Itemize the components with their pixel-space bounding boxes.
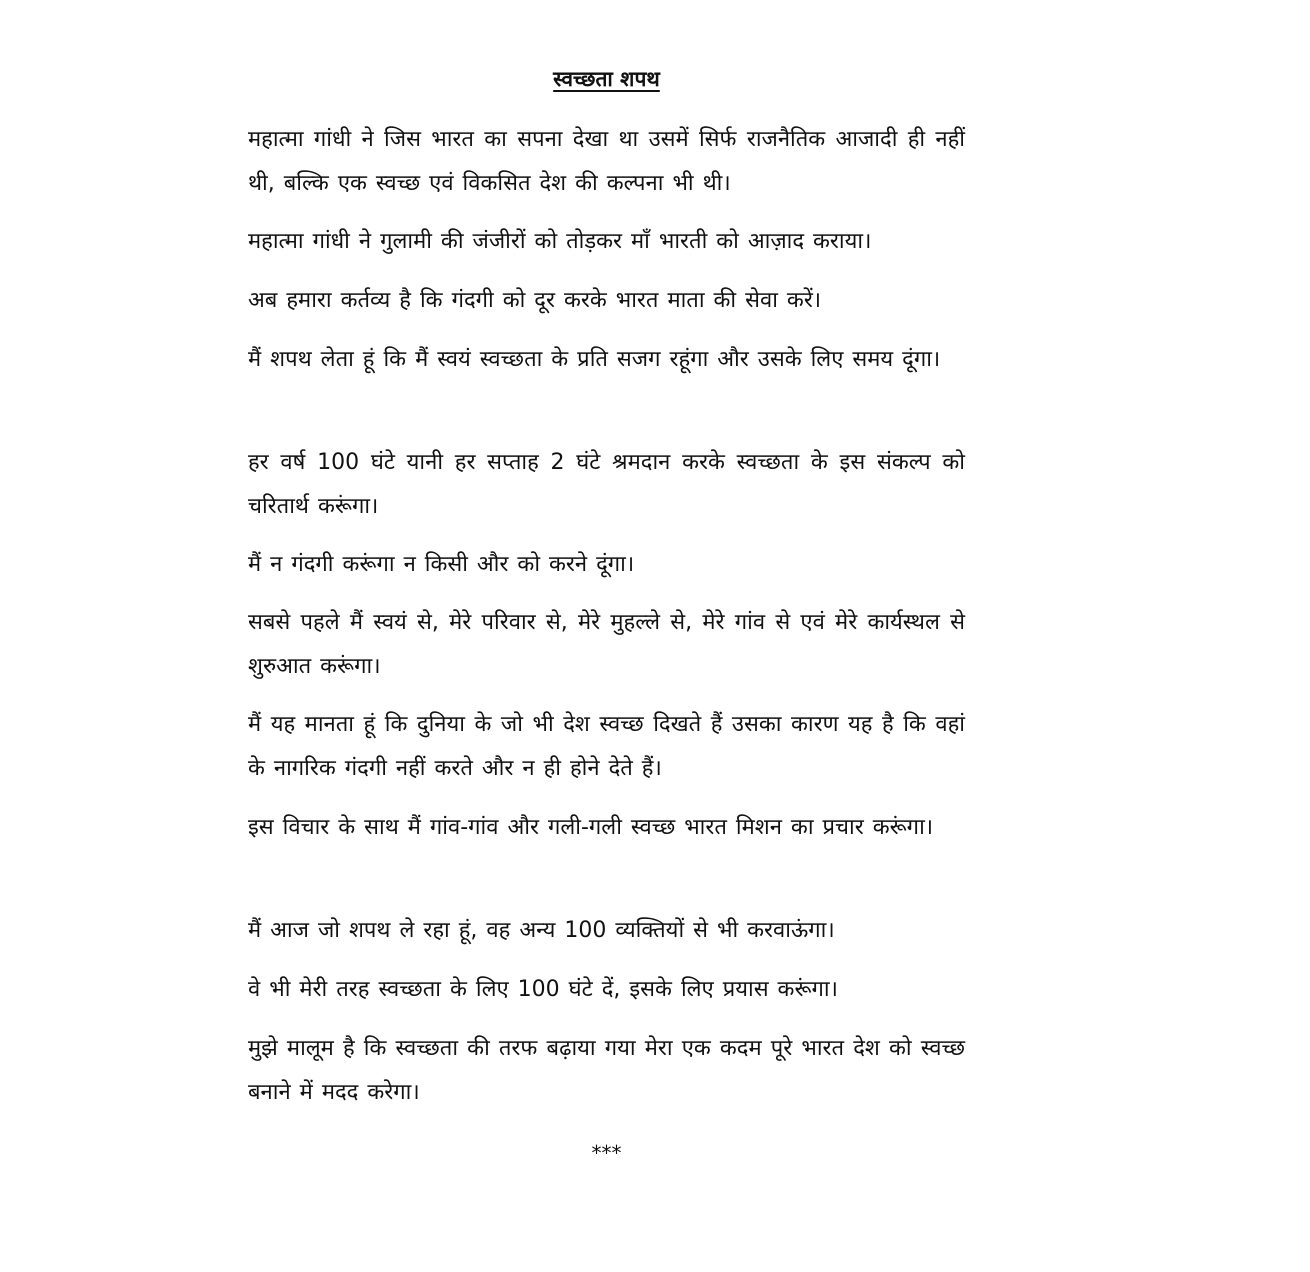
end-mark: *** [591, 1141, 622, 1165]
paragraph-11: वे भी मेरी तरह स्वच्छता के लिए 100 घंटे दें, इसके लिए प्रयास करूंगा। [248, 977, 838, 1002]
paragraph-5: हर वर्ष 100 घंटे यानी हर सप्ताह 2 घंटे श्रमदान करके स्वच्छता के इस संकल्प को चरितार्थ करूंगा। [248, 450, 965, 519]
paragraph-12: मुझे मालूम है कि स्वच्छता की तरफ बढ़ाया गया मेरा एक कदम पूरे भारत देश को स्वच्छ बनाने में मदद करेगा। [248, 1036, 965, 1105]
paragraph-1: महात्मा गांधी ने जिस भारत का सपना देखा था उसमें सिर्फ राजनैतिक आजादी ही नहीं थी, बल्कि एक स्वच्छ एवं विकसित देश की कल्पना भी थी। [248, 127, 965, 196]
paragraph-8: मैं यह मानता हूं कि दुनिया के जो भी देश स्वच्छ दिखते हैं उसका कारण यह है कि वहां के नागरिक गंदगी नहीं करते और न ही होने देते हैं। [248, 712, 965, 781]
paragraph-7: सबसे पहले मैं स्वयं से, मेरे परिवार से, मेरे मुहल्ले से, मेरे गांव से एवं मेरे कार्यस्थल से शुरुआत करूंगा। [248, 610, 965, 679]
paragraph-9: इस विचार के साथ मैं गांव-गांव और गली-गली स्वच्छ भारत मिशन का प्रचार करूंगा। [248, 815, 934, 840]
paragraph-4: मैं शपथ लेता हूं कि मैं स्वयं स्वच्छता के प्रति सजग रहूंगा और उसके लिए समय दूंगा। [248, 347, 941, 372]
paragraph-6: मैं न गंदगी करूंगा न किसी और को करने दूंगा। [248, 552, 635, 577]
paragraph-2: महात्मा गांधी ने गुलामी की जंजीरों को तोड़कर माँ भारती को आज़ाद कराया। [248, 229, 872, 254]
paragraph-10: मैं आज जो शपथ ले रहा हूं, वह अन्य 100 व्यक्तियों से भी करवाऊंगा। [248, 918, 835, 943]
document-title-text: स्वच्छता शपथ [553, 67, 660, 91]
paragraph-3: अब हमारा कर्तव्य है कि गंदगी को दूर करके भारत माता की सेवा करें। [248, 288, 822, 313]
document-title [248, 64, 965, 94]
